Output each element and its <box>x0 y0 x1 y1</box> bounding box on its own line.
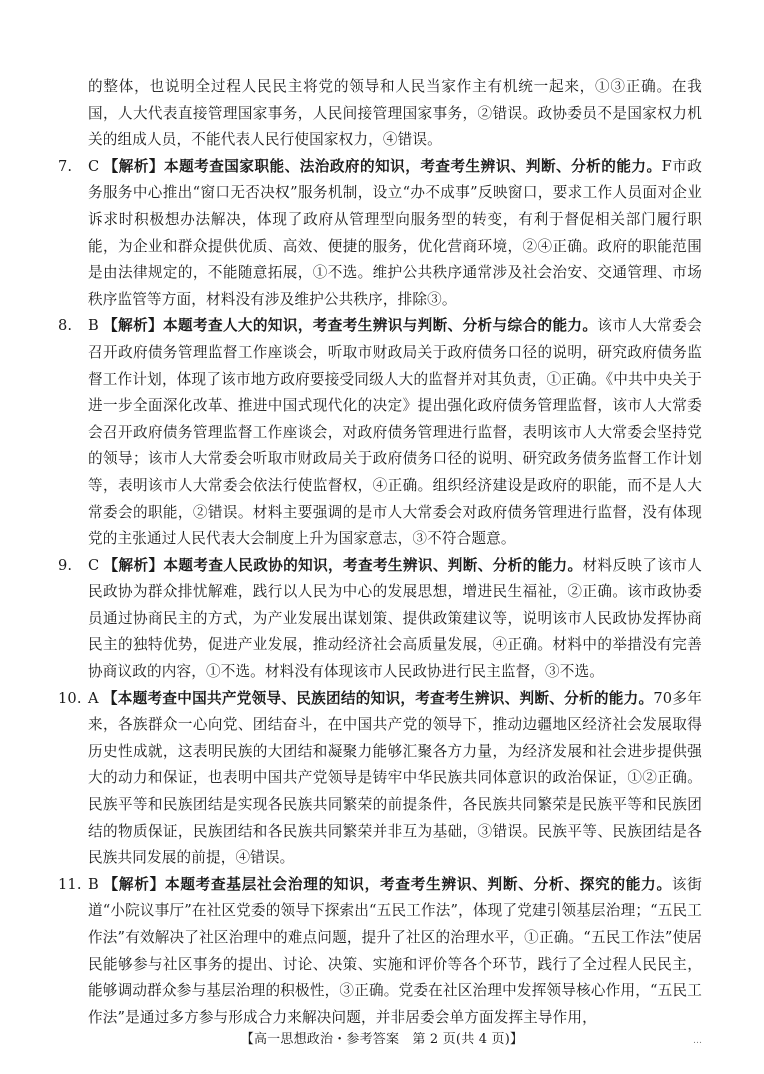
continued-paragraph: 的整体，也说明全过程人民民主将党的领导和人民当家作主有机统一起来，①③正确。在我国，人大代表直接管理国家事务，人民间接管理国家事务，②错误。政协委员不是国家权力机关的组成人员，不能代表人民行使国家权力，④错误。 <box>88 78 702 149</box>
answer-content <box>58 74 703 1031</box>
item-number: 11. <box>58 875 82 893</box>
item-number: 8. <box>58 317 73 335</box>
analysis-tag: 【解析】 <box>103 556 164 574</box>
answer-item-10 <box>58 686 703 872</box>
item-stem: 本题考查基层社会治理的知识，考查考生辨识、判断、分析、探究的能力。 <box>164 875 672 893</box>
item-answer: A <box>88 689 99 707</box>
item-number: 9. <box>58 556 73 574</box>
item-stem: 本题考查人大的知识，考查考生辨识与判断、分析与综合的能力。 <box>163 317 598 335</box>
analysis-tag: 【解析】 <box>102 317 164 335</box>
answer-item-8 <box>58 313 702 552</box>
item-explanation: 材料反映了该市人民政协为群众排忧解难，践行以人民为中心的发展思想，增进民生福祉，②正确。该市政协委员通过协商民主的方式，为产业发展出谋划策、提供政策建议等，说明该市人民政协发挥协商民主的独特优势，促进产业发展，推动经济社会高质量发展，④正确。材料中的举措没有完善协商议政的内容，①不选。材料没有体现该市人民政协进行民主监督，③不选。 <box>88 556 702 681</box>
answer-item-9 <box>58 553 702 686</box>
corner-mark: … <box>693 1036 702 1046</box>
item-stem: 本题考查国家职能、法治政府的知识，考查考生辨识、判断、分析的能力。 <box>163 157 662 175</box>
item-answer: B <box>88 875 99 893</box>
answer-item-7 <box>58 154 703 314</box>
item-explanation: 70多年来，各族群众一心向党、团结奋斗，在中国共产党的领导下，推动边疆地区经济社会发展取得历史性成就，这表明民族的大团结和凝聚力能够汇聚各方力量，为经济发展和社会进步提供强大的动力和保证，也表明中国共产党领导是铸牢中华民族共同体意识的政治保证，①②正确。民族平等和民族团结是实现各民族共同繁荣的前提条件，各民族共同繁荣是民族平等和民族团结的物质保证，民族团结和各民族共同繁荣并非互为基础，③错误。民族平等、民族团结是各民族共同发展的前提，④错误。 <box>88 689 703 867</box>
answer-item-11 <box>58 872 702 1032</box>
item-number: 10. <box>58 689 82 707</box>
page-footer: 【高一思想政治・参考答案 第 2 页(共 4 页)】 <box>240 1032 524 1047</box>
item-answer: C <box>88 556 100 574</box>
item-explanation: 该市人大常委会召开政府债务管理监督工作座谈会，听取市财政局关于政府债务口径的说明，研究政府债务监督工作计划，体现了该市地方政府要接受同级人大的监督并对其负责，①正确。《中共中央关于进一步全面深化改革、推进中国式现代化的决定》提出强化政府债务管理监督，该市人大常委会召开政府债务管理监督工作座谈会，对政府债务管理进行监督，表明该市人大常委会坚持党的领导；该市人大常委会听取市财政局关于政府债务口径的说明、研究政务债务监督工作计划等，表明该市人大常委会依法行使监督权，④正确。组织经济建设是政府的职能，而不是人大常委会的职能，②错误。材料主要强调的是市人大常委会对政府债务管理进行监督，没有体现党的主张通过人民代表大会制度上升为国家意志，③不符合题意。 <box>88 317 702 548</box>
item-stem: 【本题考查中国共产党领导、民族团结的知识，考查考生辨识、判断、分析的能力。 <box>102 689 654 707</box>
item-explanation: 该街道“小院议事厅”在社区党委的领导下探索出“五民工作法”，体现了党建引领基层治理；“五民工作法”有效解决了社区治理中的难点问题，提升了社区的治理水平，①正确。“五民工作法”使居民能够参与社区事务的提出、讨论、决策、实施和评价等各个环节，践行了全过程人民民主，能够调动群众参与基层治理的积极性，③正确。党委在社区治理中发挥领导核心作用，“五民工作法”是通过多方参与形成合力来解决问题，并非居委会单方面发挥主导作用， <box>88 875 702 1026</box>
item-answer: C <box>88 157 100 175</box>
item-number: 7. <box>58 157 73 175</box>
analysis-tag: 【解析】 <box>103 157 164 175</box>
item-answer: B <box>88 317 99 335</box>
item-explanation: F市政务服务中心推出“窗口无否决权”服务机制，设立“办不成事”反映窗口，要求工作人员面对企业诉求时积极想办法解决，体现了政府从管理型向服务型的转变，有利于督促相关部门履行职能，为企业和群众提供优质、高效、便捷的服务，优化营商环境，②④正确。政府的职能范围是由法律规定的，不能随意拓展，①不选。维护公共秩序通常涉及社会治安、交通管理、市场秩序监管等方面，材料没有涉及维护公共秩序，排除③。 <box>88 157 703 308</box>
item-stem: 本题考查人民政协的知识，考查考生辨识、判断、分析的能力。 <box>163 556 583 574</box>
analysis-tag: 【解析】 <box>102 875 165 893</box>
